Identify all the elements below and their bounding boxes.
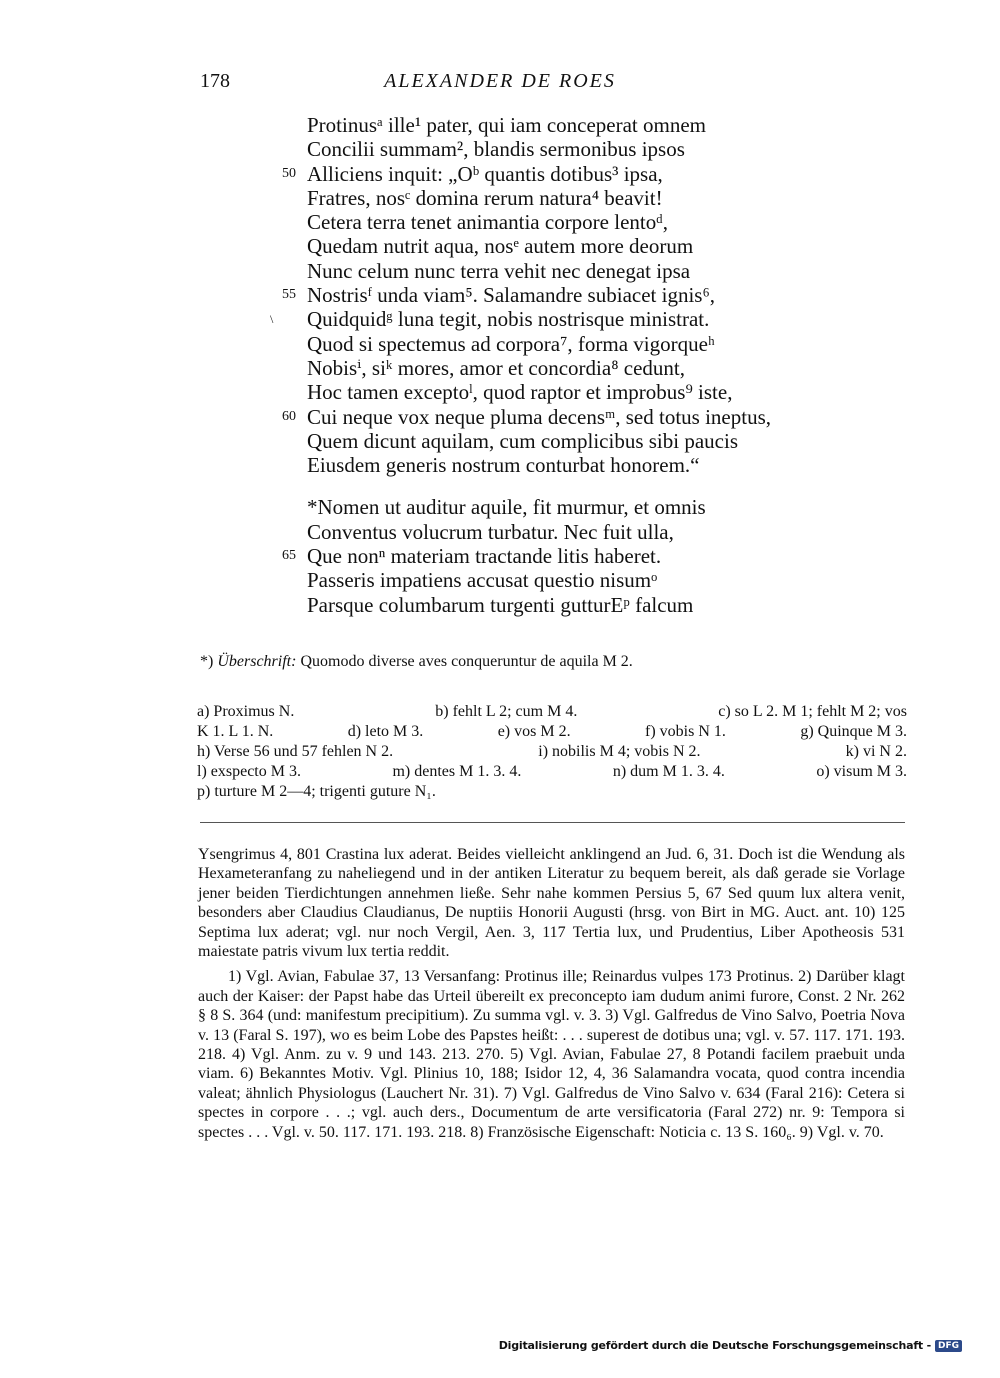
apparatus-entry: b) fehlt L 2; cum M 4. <box>435 703 578 720</box>
critical-apparatus <box>197 702 907 802</box>
footnote-divider <box>200 822 905 823</box>
verse-line <box>270 429 910 453</box>
apparatus-entry: i) nobilis M 4; vobis N 2. <box>538 743 701 760</box>
verse-line <box>270 453 910 477</box>
verse-text: Quedam nutrit aqua, nosᵉ autem more deorum <box>307 234 694 259</box>
verse-line <box>270 380 910 404</box>
verse-text: Nunc celum nunc terra vehit nec denegat ipsa <box>307 258 691 283</box>
verse-block <box>270 113 910 617</box>
verse-line <box>270 210 910 234</box>
line-number: 55 <box>282 287 296 303</box>
verse-text: *Nomen ut auditur aquile, fit murmur, et omnis <box>307 495 706 520</box>
stray-mark: \ <box>270 312 274 327</box>
apparatus-row <box>197 722 907 742</box>
verse-text: Cetera terra tenet animantia corpore lentoᵈ, <box>307 210 669 235</box>
commentary-paragraph: Ysengrimus 4, 801 Crastina lux aderat. Beides vielleicht anklingend an Jud. 6, 31. Doch ist die Wendung als Hexameteranfang zu naheliegend und in der antiken Literatur zu bequem bereit, als daß gerade sie Vorlage jener beiden Tierdichtungen annehmen ließe. Sehr nahe kommen Persius 5, 67 Sed quum lux altera venit, besonders aber Claudius Claudianus, De nuptiis Honorii Augusti (hrsg. von Birt in MG. Auct. ant. 10) 125 Septima lux aderat; vgl. nur noch Vergil, Aen. 3, 117 Tertia lux, und Prudentius, Liber Apotheosis 531 maiestate patris vivum lux tertia reddit. <box>198 846 905 961</box>
dfg-logo-icon: DFG <box>935 1340 962 1352</box>
verse-text: Fratres, nosᶜ domina rerum natura⁴ beavit! <box>307 185 663 210</box>
apparatus-entry: m) dentes M 1. 3. 4. <box>392 763 522 780</box>
rubric-text: Quomodo diverse aves conqueruntur de aquila M 2. <box>300 653 633 670</box>
verse-line <box>270 162 910 186</box>
verse-text: Concilii summam², blandis sermonibus ipsos <box>307 137 685 162</box>
verse-text: Que nonⁿ materiam tractande litis haberet. <box>307 544 662 569</box>
verse-text: Quod si spectemus ad corpora⁷, forma vigorqueʰ <box>307 331 715 356</box>
footer-text: Digitalisierung gefördert durch die Deutsche Forschungsgemeinschaft - <box>498 1339 931 1352</box>
apparatus-entry: a) Proximus N. <box>197 703 295 720</box>
apparatus-entry: K 1. L 1. N. <box>197 723 274 740</box>
verse-line <box>270 186 910 210</box>
apparatus-entry: g) Quinque M 3. <box>800 723 907 740</box>
running-title: ALEXANDER DE ROES <box>384 70 616 92</box>
verse-text: Parsque columbarum turgenti gutturEᵖ falcum <box>307 592 694 617</box>
verse-line <box>270 259 910 283</box>
rubric-note <box>200 651 905 673</box>
page-number: 178 <box>200 70 230 92</box>
apparatus-entry: n) dum M 1. 3. 4. <box>612 763 725 780</box>
verse-line <box>270 113 910 137</box>
verse-line <box>270 137 910 161</box>
verse-line <box>270 356 910 380</box>
verse-line <box>270 234 910 258</box>
verse-text: Passeris impatiens accusat questio nisumᵒ <box>307 568 658 593</box>
line-number: 50 <box>282 165 296 181</box>
commentary-notes <box>198 845 905 1142</box>
verse-line <box>270 520 910 544</box>
verse-line <box>270 593 910 617</box>
verse-text: Nostrisᶠ unda viam⁵. Salamandre subiacet ignis⁶, <box>307 283 716 308</box>
apparatus-entry: h) Verse 56 und 57 fehlen N 2. <box>197 743 394 760</box>
verse-text: Quidquidᵍ luna tegit, nobis nostrisque ministrat. <box>307 307 710 332</box>
verse-line <box>270 495 910 519</box>
apparatus-entry: k) vi N 2. <box>845 743 907 760</box>
verse-line <box>270 307 910 331</box>
verse-line <box>270 544 910 568</box>
verse-line <box>270 568 910 592</box>
apparatus-row <box>197 762 907 782</box>
apparatus-row <box>197 702 907 722</box>
verse-line <box>270 405 910 429</box>
verse-text: Protinusᵃ ille¹ pater, qui iam conceperat omnem <box>307 113 706 137</box>
verse-text: Eiusdem generis nostrum conturbat honorem.“ <box>307 453 700 478</box>
apparatus-entry: f) vobis N 1. <box>645 723 726 740</box>
apparatus-entry: c) so L 2. M 1; fehlt M 2; vos <box>718 703 907 720</box>
verse-text: Nobisⁱ, siᵏ mores, amor et concordia⁸ cedunt, <box>307 355 685 380</box>
line-number: 65 <box>282 548 296 564</box>
verse-text: Conventus volucrum turbatur. Nec fuit ulla, <box>307 519 674 544</box>
line-number: 60 <box>282 408 296 424</box>
verse-text: Hoc tamen exceptoˡ, quod raptor et improbus⁹ iste, <box>307 380 733 405</box>
apparatus-entry: e) vos M 2. <box>497 723 571 740</box>
rubric-mark: *) <box>200 653 214 670</box>
rubric-label: Überschrift: <box>217 653 297 670</box>
verse-line <box>270 332 910 356</box>
commentary-paragraph: 1) Vgl. Avian, Fabulae 37, 13 Versanfang: Protinus ille; Reinardus vulpes 173 Protinus. 2) Darüber klagt auch der Kaiser: der Papst habe das Urteil übereilt ex preconcepto iam dudum animi furore, Const. 2 Nr. 262 § 8 S. 364 (und: manifestum precipitium). Zu summa vgl. v. 3. 3) Vgl. Galfredus de Vino Salvo, Poetria Nova v. 13 (Faral S. 197), wo es beim Lobe des Papstes heißt: . . . superest de dotibus una; vgl. v. 57. 117. 171. 193. 218. 4) Vgl. Anm. zu v. 9 und 143. 213. 270. 5) Vgl. Avian, Fabulae 27, 8 Potandi facilem praebuit unda viam. 6) Bekanntes Motiv. Vgl. Plinius 10, 188; Isidor 12, 4, 36 Salamandra vocata, quod contra incendia valeat; ähnlich Physiologus (Lauchert Nr. 31). 7) Vgl. Galfredus de Vino Salvo v. 634 (Faral 216): Cetera si spectes in corpore . . .; vgl. auch ders., Documentum de arte versificatoria (Faral 272) nr. 9: Tempora si spectes . . . Vgl. v. 50. 117. 171. 193. 218. 8) Französische Eigenschaft: Noticia c. 13 S. 160₆. 9) Vgl. v. 70. <box>198 968 905 1141</box>
apparatus-row <box>197 742 907 762</box>
verse-text: Alliciens inquit: „Oᵇ quantis dotibus³ ipsa, <box>307 161 663 186</box>
apparatus-entry: p) turture M 2—4; trigenti guture N₁. <box>197 783 436 800</box>
apparatus-entry: d) leto M 3. <box>347 723 424 740</box>
apparatus-entry: o) visum M 3. <box>816 763 907 780</box>
verse-text: Quem dicunt aquilam, cum complicibus sibi paucis <box>307 428 739 453</box>
verse-line <box>270 283 910 307</box>
apparatus-row <box>197 782 907 802</box>
verse-text: Cui neque vox neque pluma decensᵐ, sed totus ineptus, <box>307 404 772 429</box>
digitization-footer <box>499 1339 962 1352</box>
apparatus-entry: l) exspecto M 3. <box>197 763 301 780</box>
